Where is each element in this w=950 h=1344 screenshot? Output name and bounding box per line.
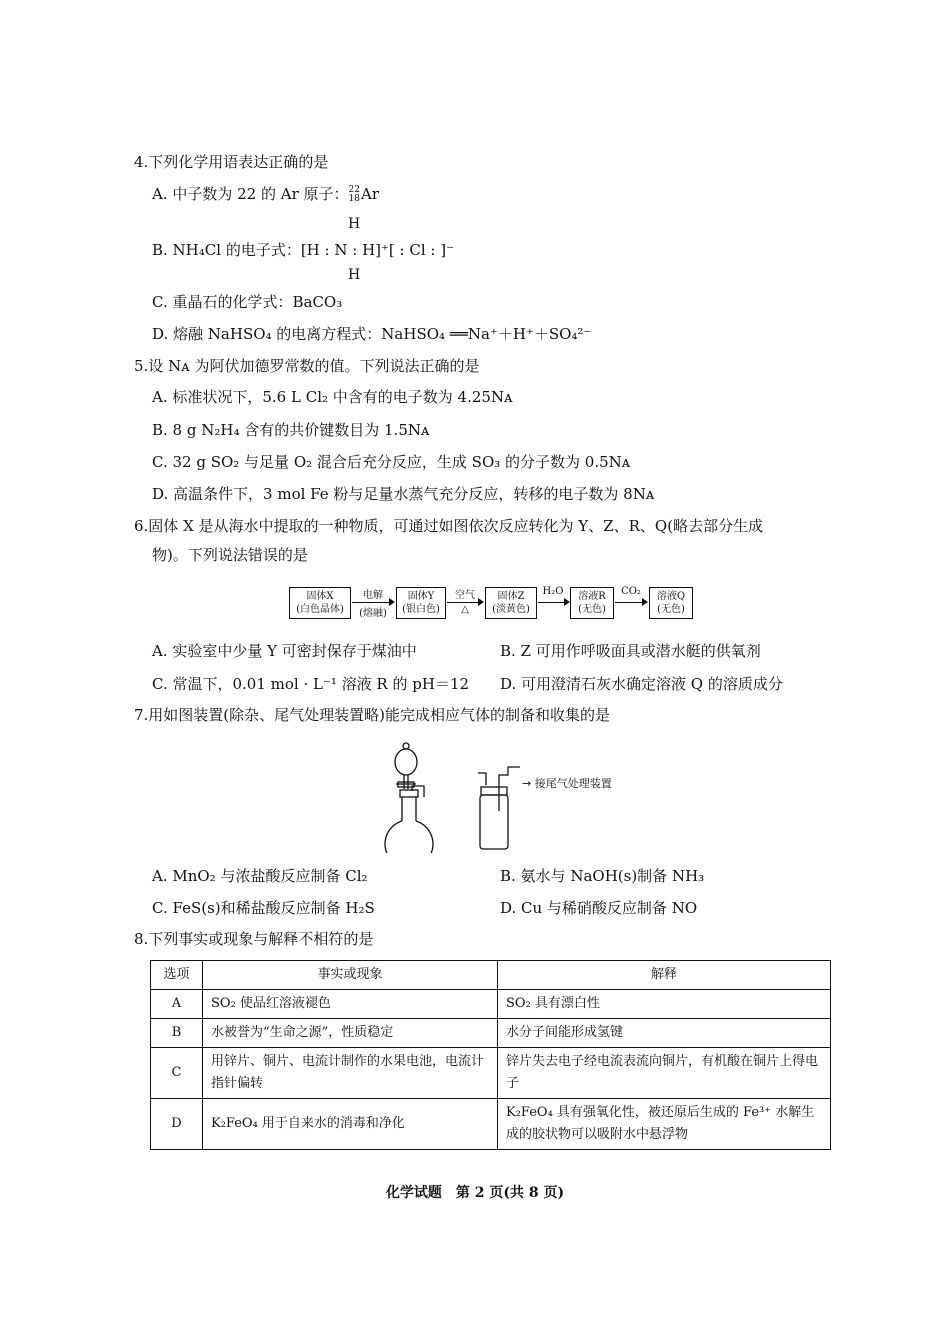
q4-element-symbol: Ar: [361, 185, 380, 203]
q5-option-c: C. 32 g SO₂ 与足量 O₂ 混合后充分反应，生成 SO₃ 的分子数为 0.5Nᴀ: [152, 453, 631, 471]
row-option: A: [151, 990, 203, 1019]
q7-apparatus-label: → 接尾气处理装置: [522, 777, 612, 790]
flow-arrow1-top: 电解: [363, 590, 383, 601]
page-footer: 化学试题 第 2 页(共 8 页): [385, 1185, 565, 1201]
header-option: 选项: [151, 961, 203, 990]
table-row: [151, 1048, 831, 1099]
q4-option-b-text: B. NH₄Cl 的电子式：: [152, 241, 301, 259]
row-fact: SO₂ 使品红溶液褪色: [203, 990, 498, 1019]
flow-box-y: 固体Y (银白色): [396, 587, 446, 619]
q7-apparatus-drawing: [360, 735, 540, 853]
q5-stem: 5.设 Nᴀ 为阿伏加德罗常数的值。下列说法正确的是: [134, 357, 480, 375]
q6-option-a: A. 实验室中少量 Y 可密封保存于煤油中: [152, 642, 417, 660]
flow-arrow2-top: 空气: [455, 590, 475, 601]
flow-box-z: 固体Z (淡黄色): [485, 587, 537, 619]
flow-box-x: 固体X (白色晶体): [289, 587, 351, 619]
q4-b-h-top: H: [348, 216, 361, 232]
header-explanation: 解释: [498, 961, 831, 990]
flow-box-r: 溶液R (无色): [570, 587, 614, 619]
q7-option-b: B. 氨水与 NaOH(s)制备 NH₃: [500, 867, 705, 885]
row-option: B: [151, 1019, 203, 1048]
table-header-row: [151, 961, 831, 990]
q4-option-a-text: A. 中子数为 22 的 Ar 原子：: [152, 185, 349, 203]
table-row: [151, 1019, 831, 1048]
flow-arrow1-bottom: (熔融): [359, 608, 387, 619]
q7-stem: 7.用如图装置(除杂、尾气处理装置略)能完成相应气体的制备和收集的是: [134, 706, 611, 724]
table-row: [151, 1099, 831, 1150]
q4-b-h-bottom: H: [348, 267, 361, 283]
q4-atomic-number: 18: [348, 194, 360, 204]
flow-box-q: 溶液Q (无色): [649, 587, 693, 619]
q4-option-d: D. 熔融 NaHSO₄ 的电离方程式：NaHSO₄ ══Na⁺＋H⁺＋SO₄²⁻: [152, 325, 592, 343]
q4-electron-formula: [H : N : H]⁺[ : Cl : ]⁻: [300, 241, 454, 259]
q7-option-d: D. Cu 与稀硝酸反应制备 NO: [500, 899, 698, 917]
q4-stem: 4.下列化学用语表达正确的是: [134, 153, 329, 171]
flow-arrow3-top: H₂O: [542, 586, 564, 597]
row-fact: K₂FeO₄ 用于自来水的消毒和净化: [203, 1099, 498, 1150]
row-explanation: SO₂ 具有漂白性: [498, 990, 831, 1019]
row-fact: 水被誉为“生命之源”，性质稳定: [203, 1019, 498, 1048]
q8-table: [150, 960, 831, 1150]
flow-arrow2-bottom: △: [461, 604, 469, 615]
row-fact: 用锌片、铜片、电流计制作的水果电池，电流计指针偏转: [203, 1048, 498, 1099]
table-row: [151, 990, 831, 1019]
q4-mass-number: 22: [348, 185, 360, 195]
q5-option-d: D. 高温条件下，3 mol Fe 粉与足量水蒸气充分反应，转移的电子数为 8Nᴀ: [152, 485, 655, 503]
row-explanation: K₂FeO₄ 具有强氧化性，被还原后生成的 Fe³⁺ 水解生成的胶状物可以吸附水中悬浮物: [498, 1099, 831, 1150]
q6-option-d: D. 可用澄清石灰水确定溶液 Q 的溶质成分: [500, 675, 783, 693]
row-option: D: [151, 1099, 203, 1150]
q6-option-c: C. 常温下，0.01 mol · L⁻¹ 溶液 R 的 pH＝12: [152, 675, 470, 693]
q4-option-b: [152, 240, 454, 260]
row-explanation: 水分子间能形成氢键: [498, 1019, 831, 1048]
flow-arrow4-top: CO₂: [621, 586, 641, 597]
q6-option-b: B. Z 可用作呼吸面具或潜水艇的供氧剂: [500, 642, 761, 660]
q5-option-a: A. 标准状况下，5.6 L Cl₂ 中含有的电子数为 4.25Nᴀ: [152, 388, 513, 406]
q6-stem-line1: 6.固体 X 是从海水中提取的一种物质，可通过如图依次反应转化为 Y、Z、R、Q(略去部分生成: [134, 517, 764, 535]
q4-option-c: C. 重晶石的化学式：BaCO₃: [152, 293, 343, 311]
row-option: C: [151, 1048, 203, 1099]
q8-stem: 8.下列事实或现象与解释不相符的是: [134, 930, 374, 948]
q6-stem-line2: 物)。下列说法错误的是: [152, 546, 308, 564]
row-explanation: 锌片失去电子经电流表流向铜片，有机酸在铜片上得电子: [498, 1048, 831, 1099]
q7-option-c: C. FeS(s)和稀盐酸反应制备 H₂S: [152, 899, 375, 917]
q5-option-b: B. 8 g N₂H₄ 含有的共价键数目为 1.5Nᴀ: [152, 421, 430, 439]
header-fact: 事实或现象: [203, 961, 498, 990]
q4-option-a: [152, 184, 379, 204]
q7-option-a: A. MnO₂ 与浓盐酸反应制备 Cl₂: [152, 867, 368, 885]
